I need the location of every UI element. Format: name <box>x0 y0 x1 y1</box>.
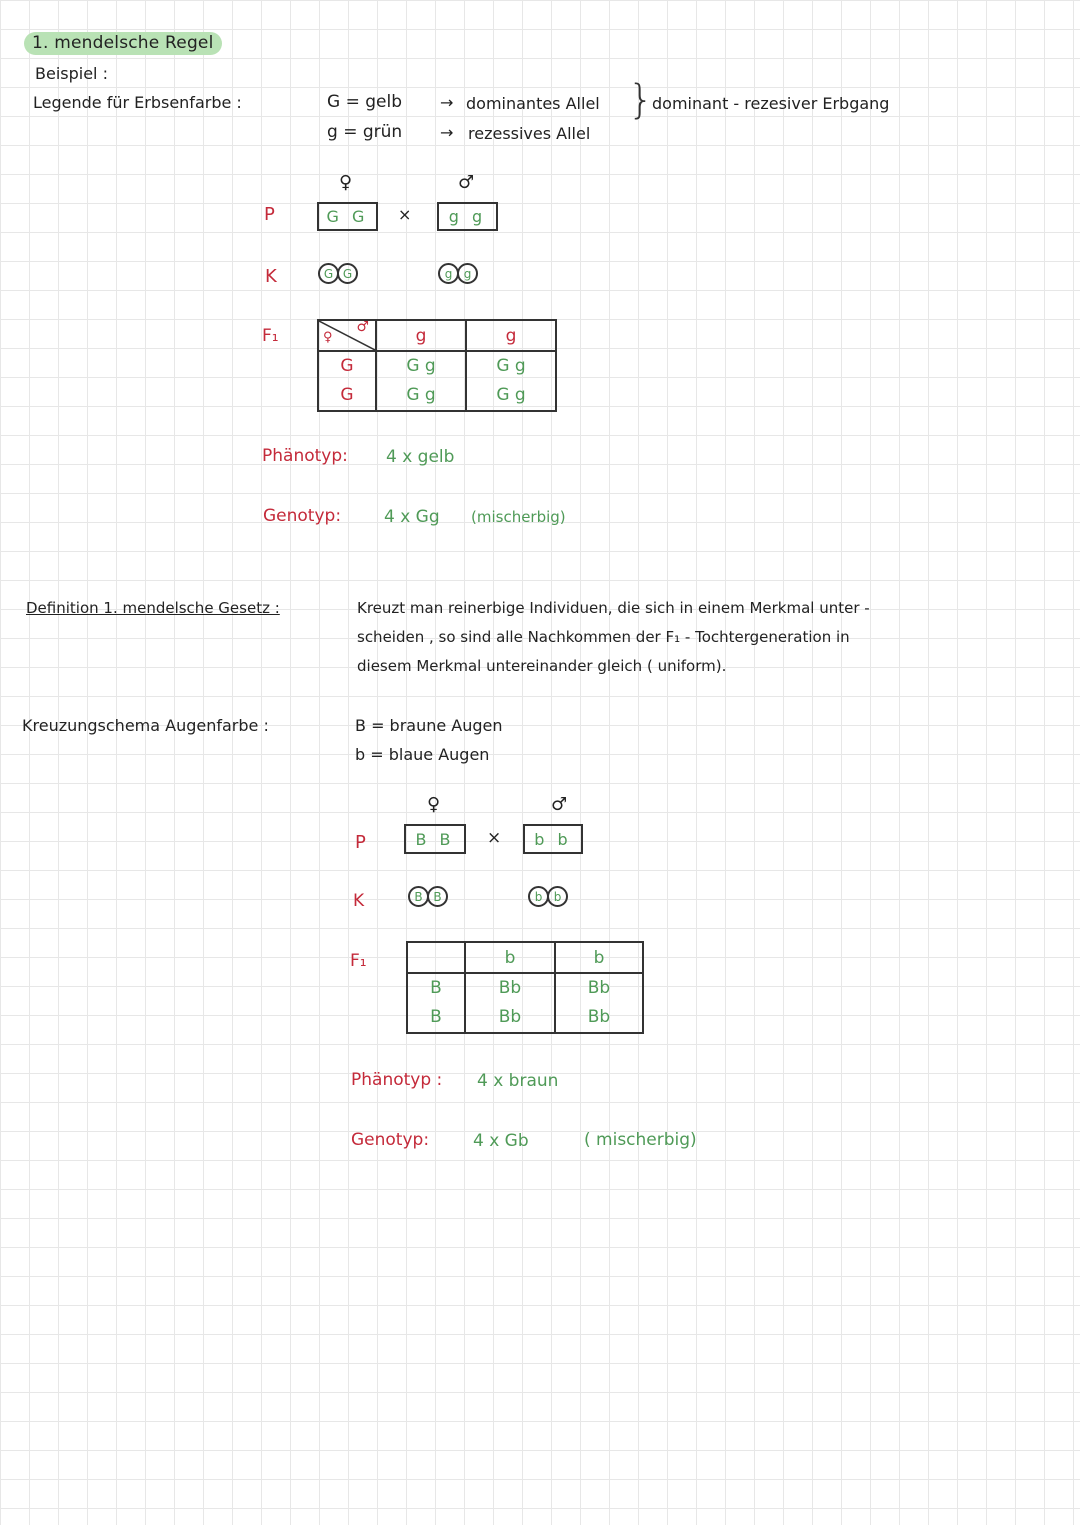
col-header: b <box>465 942 555 973</box>
col-header: g <box>466 320 556 351</box>
genotyp-label: Genotyp: <box>351 1130 430 1150</box>
genotype-cell: G g <box>406 356 436 376</box>
row-headers <box>407 973 465 1033</box>
genotype-cells <box>466 351 556 411</box>
genotyp-value: 4 x Gg <box>384 507 440 527</box>
genotyp-label: Genotyp: <box>263 506 342 526</box>
gamete-circle: g <box>457 263 478 284</box>
phaenotyp-label: Phänotyp : <box>351 1070 443 1090</box>
definition-line: scheiden , so sind alle Nachkommen der F₁ - Tochtergeneration in <box>357 628 850 646</box>
genotyp-note: (mischerbig) <box>471 508 566 526</box>
punnett-square <box>406 941 644 1034</box>
genotype-cells <box>465 973 555 1033</box>
punnett-square <box>317 319 557 412</box>
legend-dominant: B = braune Augen <box>355 716 503 735</box>
row-header: B <box>430 1007 442 1027</box>
gamete-circle: G <box>318 263 339 284</box>
parent-female-genotype: B B <box>404 824 466 854</box>
row-headers <box>318 351 376 411</box>
col-header: b <box>555 942 643 973</box>
genotype-cells <box>376 351 466 411</box>
female-icon: ♀ <box>323 330 333 345</box>
legend-dominant-text: dominantes Allel <box>466 94 600 113</box>
curly-brace-icon: } <box>628 77 654 123</box>
male-icon: ♂ <box>458 172 475 193</box>
legend-dominant-symbol: G = gelb <box>327 92 402 112</box>
male-icon: ♂ <box>356 319 369 335</box>
corner-cell <box>407 942 465 973</box>
genotype-cell: Bb <box>587 1007 611 1027</box>
cross-icon: × <box>398 205 412 224</box>
gamete-circle: B <box>408 886 429 907</box>
corner-cell <box>318 320 376 351</box>
row-header: G <box>340 385 354 405</box>
row-label-p: P <box>264 204 275 225</box>
genotype-cell: G g <box>496 356 526 376</box>
section-title: 1. mendelsche Regel <box>24 32 222 55</box>
gamete-circle: g <box>438 263 459 284</box>
parent-male-genotype: g g <box>437 202 498 231</box>
definition-label: Definition 1. mendelsche Gesetz : <box>26 599 280 617</box>
gamete-circle: b <box>547 886 568 907</box>
phaenotyp-value: 4 x gelb <box>386 447 455 467</box>
row-label-k: K <box>353 891 365 911</box>
cross-icon: × <box>487 828 502 848</box>
legend-recessive-symbol: g = grün <box>327 122 403 142</box>
row-label-k: K <box>265 266 277 287</box>
gamete-circle: B <box>427 886 448 907</box>
legend-recessive: b = blaue Augen <box>355 745 490 764</box>
parent-male-genotype: b b <box>523 824 583 854</box>
parent-female-genotype: G G <box>317 202 378 231</box>
row-header: B <box>430 978 442 998</box>
definition-line: diesem Merkmal untereinander gleich ( uniform). <box>357 657 727 675</box>
arrow-icon: → <box>440 93 454 112</box>
genotyp-note: ( mischerbig) <box>584 1130 697 1150</box>
genotype-cell: G g <box>406 385 436 405</box>
definition-line: Kreuzt man reinerbige Individuen, die sich in einem Merkmal unter - <box>357 599 870 617</box>
legende-label: Legende für Erbsenfarbe : <box>33 93 242 112</box>
beispiel-label: Beispiel : <box>35 64 108 83</box>
female-icon: ♀ <box>339 172 353 193</box>
arrow-icon: → <box>440 123 454 142</box>
row-header: G <box>340 356 354 376</box>
genotype-cell: Bb <box>587 978 611 998</box>
erbgang-label: dominant - rezesiver Erbgang <box>652 94 890 113</box>
row-label-f1: F₁ <box>262 326 279 346</box>
genotyp-value: 4 x Gb <box>473 1131 529 1151</box>
kreuzungsschema-label: Kreuzungschema Augenfarbe : <box>22 716 269 735</box>
legend-recessive-text: rezessives Allel <box>468 124 591 143</box>
genotype-cell: Bb <box>498 978 522 998</box>
row-label-f1: F₁ <box>350 951 367 971</box>
col-header: g <box>376 320 466 351</box>
phaenotyp-label: Phänotyp: <box>262 446 348 466</box>
gamete-circle: b <box>528 886 549 907</box>
phaenotyp-value: 4 x braun <box>477 1071 559 1091</box>
row-label-p: P <box>355 832 366 853</box>
male-icon: ♂ <box>551 794 568 815</box>
gamete-circle: G <box>337 263 358 284</box>
genotype-cell: G g <box>496 385 526 405</box>
genotype-cell: Bb <box>498 1007 522 1027</box>
female-icon: ♀ <box>427 794 441 815</box>
genotype-cells <box>555 973 643 1033</box>
